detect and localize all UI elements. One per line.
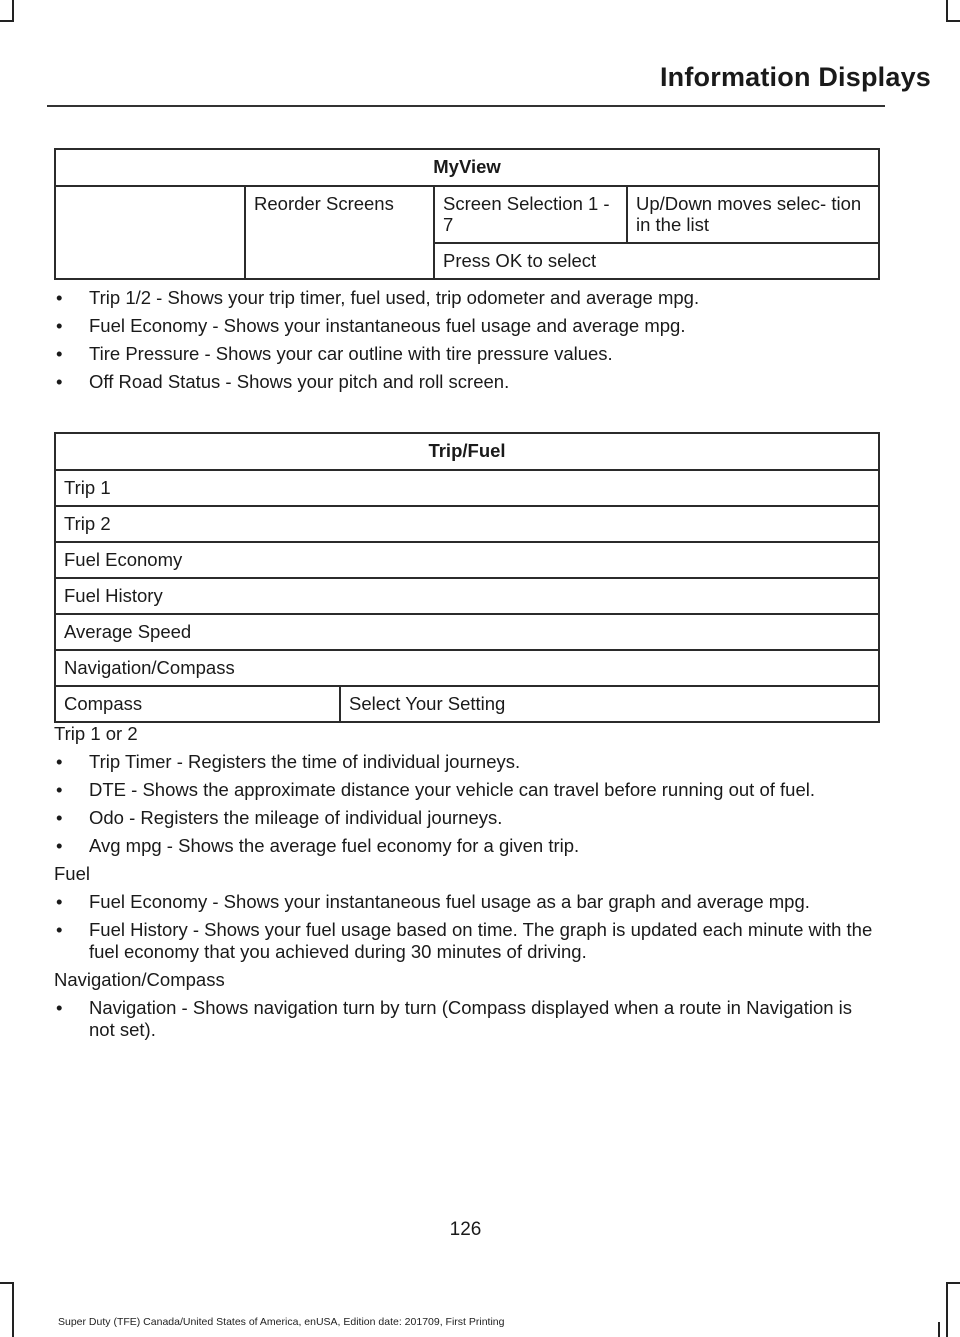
table-row: Navigation/Compass: [55, 650, 879, 686]
bullet-icon: •: [56, 371, 63, 392]
section-title-navigation: Navigation/Compass: [54, 969, 225, 990]
bullet-icon: •: [56, 779, 63, 800]
bullet-icon: •: [56, 343, 63, 364]
table-row: Fuel History: [55, 578, 879, 614]
list-item: • DTE - Shows the approximate distance your vehicle can travel before running out of fuel.: [56, 779, 815, 800]
table-cell: Select Your Setting: [340, 686, 879, 722]
trip-fuel-table: [54, 432, 880, 723]
list-item: • Trip Timer - Registers the time of individual journeys.: [56, 751, 521, 772]
crop-mark: [0, 1282, 14, 1284]
bullet-icon: •: [56, 807, 63, 828]
table-cell: Compass: [55, 686, 340, 722]
crop-mark: [946, 0, 948, 20]
header-divider: [47, 105, 885, 107]
bullet-icon: •: [56, 315, 63, 336]
feature-list: [54, 287, 878, 399]
list-item: • Navigation - Shows navigation turn by turn (Compass displayed when a route in Navigation is not set).: [56, 997, 853, 1040]
crop-mark: [946, 20, 960, 22]
table-row: Trip 1: [55, 470, 879, 506]
bullet-icon: •: [56, 891, 63, 912]
bullet-icon: •: [56, 997, 63, 1018]
myview-table-heading: MyView: [55, 149, 879, 186]
bullet-icon: •: [56, 287, 63, 308]
crop-mark: [946, 1282, 960, 1284]
list-item: • Trip 1/2 - Shows your trip timer, fuel used, trip odometer and average mpg.: [56, 287, 700, 308]
crop-mark: [0, 20, 14, 22]
crop-mark: [938, 1322, 940, 1337]
crop-mark: [946, 1282, 948, 1337]
bullet-icon: •: [56, 751, 63, 772]
table-row: Fuel Economy: [55, 542, 879, 578]
myview-table: [54, 148, 880, 280]
list-item: • Avg mpg - Shows the average fuel economy for a given trip.: [56, 835, 580, 856]
table-cell: Reorder Screens: [245, 186, 434, 279]
bullet-icon: •: [56, 919, 63, 940]
edition-note: Super Duty (TFE) Canada/United States of America, enUSA, Edition date: 201709, First Printing: [58, 1316, 505, 1328]
table-row: Trip 2: [55, 506, 879, 542]
section-title-trip: Trip 1 or 2: [54, 723, 138, 744]
list-item: • Tire Pressure - Shows your car outline with tire pressure values.: [56, 343, 613, 364]
crop-mark: [12, 1282, 14, 1337]
list-item: • Off Road Status - Shows your pitch and roll screen.: [56, 371, 510, 392]
myview-table-wrap: [54, 148, 878, 280]
table-cell: Screen Selection 1 - 7: [434, 186, 627, 243]
crop-mark: [12, 0, 14, 20]
section-title-fuel: Fuel: [54, 863, 90, 884]
list-item: • Fuel Economy - Shows your instantaneous fuel usage as a bar graph and average mpg.: [56, 891, 810, 912]
list-item: • Odo - Registers the mileage of individual journeys.: [56, 807, 503, 828]
trip-table-heading: Trip/Fuel: [55, 433, 879, 470]
table-row: Average Speed: [55, 614, 879, 650]
bullet-icon: •: [56, 835, 63, 856]
sections: [54, 723, 878, 1047]
trip-table-wrap: [54, 432, 878, 723]
table-cell: Press OK to select: [434, 243, 879, 279]
page-number: 126: [449, 1219, 482, 1240]
table-cell: Up/Down moves selec- tion in the list: [627, 186, 879, 243]
list-item: • Fuel Economy - Shows your instantaneous fuel usage and average mpg.: [56, 315, 686, 336]
list-item: • Fuel History - Shows your fuel usage based on time. The graph is updated each minute with the fuel economy that you achieved during 30 minutes of driving.: [56, 919, 873, 962]
table-cell-empty: [55, 186, 245, 279]
page-title: Information Displays: [659, 62, 931, 92]
